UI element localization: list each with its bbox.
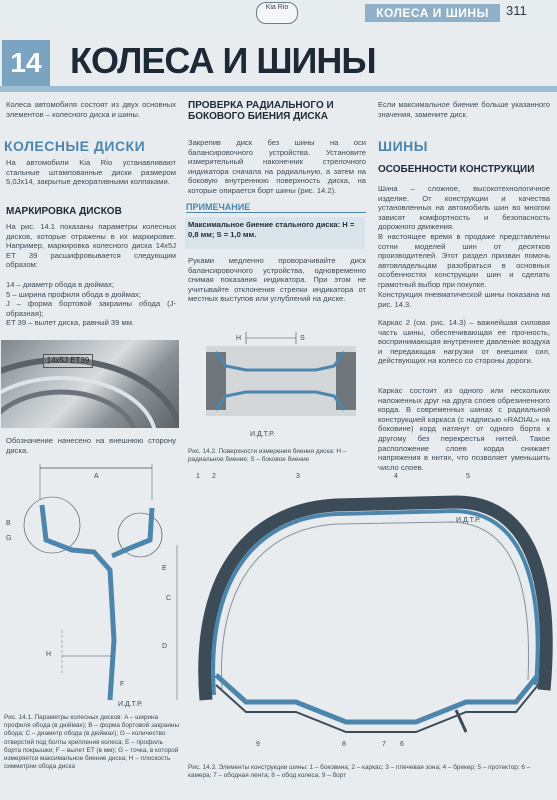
tire-paragraph-1: Шина – сложное, высокотехнологичное изделие. От конструкции и качества установленных на автомобиль шин во многом зависят комфортность и безопасность дорожного движения. <box>378 184 550 232</box>
fig3-stamp: И.Д.Т.Р. <box>456 517 481 524</box>
replace-paragraph: Если максимальное биение больше указанного значения, замените диск. <box>378 100 550 119</box>
brand-logo: Kia Rio <box>256 2 298 24</box>
rim-parameters-figure <box>2 460 182 710</box>
tire-structure-figure <box>186 470 556 758</box>
fig3-number-6: 6 <box>400 741 404 748</box>
heading-disks: КОЛЕСНЫЕ ДИСКИ <box>4 138 146 154</box>
fig1-label-g: G <box>6 535 12 542</box>
note-heading: ПРИМЕЧАНИЕ <box>186 202 366 213</box>
rim-figure-labels <box>6 473 171 708</box>
page-header <box>0 0 557 26</box>
heading-tires: ШИНЫ <box>378 138 428 154</box>
fig2-stamp: И.Д.Т.Р. <box>250 431 275 438</box>
header-divider <box>0 86 557 92</box>
fig3-number-8: 8 <box>342 741 346 748</box>
fig1-stamp: И.Д.Т.Р. <box>118 701 143 708</box>
fig2-label-s: S <box>300 335 305 342</box>
list-item: 5 – ширина профиля обода в дюймах; <box>6 289 141 299</box>
fig3-number-9: 9 <box>256 741 260 748</box>
runout-paragraph: Закрепив диск без шины на оси балансировочного устройства. Установите измерительный наконечник стрелочного индикатора сначала на радиальную, а затем на боковую внутреннюю поверхность диска, на которые опирается борт шины (рис. 14.2). <box>188 138 366 195</box>
tire-paragraph-5: Каркас состоит из одного или нескольких наложенных друг на друга слоев обрезиненного корда. В современных шинах с радиальной конструкцией каркаса (с надписью «RADIAL» на боковине) корд натянут от одного борта к другому без перекрестья нитей. Такое расположение слоев корда снижает напряжения в нитях, что позволяет уменьшить число слоев. <box>378 386 550 472</box>
marking-paragraph: На рис. 14.1 показаны параметры колесных дисков, которые отражены в их маркировке. Например, маркировка колесного диска 14х5J ET 39 расшифровывается следующим образом: <box>6 222 176 270</box>
heading-runout-check: ПРОВЕРКА РАДИАЛЬНОГО И БОКОВОГО БИЕНИЯ ДИСКА <box>188 100 334 122</box>
fig1-label-e: E <box>162 565 167 572</box>
fig1-label-h: H <box>46 651 52 658</box>
heading-design: ОСОБЕННОСТИ КОНСТРУКЦИИ <box>378 164 535 175</box>
figure-14-2-caption: Рис. 14.2. Поверхности измерения биения диска: H – радиальное биение; S – боковое биение <box>188 448 347 464</box>
tire-paragraph-3: Конструкция пневматической шины показана на рис. 14.3. <box>378 290 550 309</box>
tire-paragraph-2: В настоящее время в продаже представлены сотни моделей шин от десятков производителей. Этот раздел призван помочь автовладельцам разобраться в основных особенностях конструкции шин и сделать грамотный выбор при покупке. <box>378 232 550 289</box>
indicator-paragraph: Руками медленно проворачивайте диск балансировочного устройства, одновременно снимая показания индикатора. При этом не учитывайте отклонения стрелки индикатора от местных выступов или углублений на диске. <box>188 256 366 304</box>
runout-surfaces-figure <box>186 330 366 445</box>
disks-paragraph: На автомобили Kia Rio устанавливают стальные штампованные диски размером 5,0Jx14, закрытые декоративными колпаками. <box>6 158 176 187</box>
fig3-number-7: 7 <box>382 741 386 748</box>
note-text: Максимальное биение стального диска: H = 0,8 мм; S = 1,0 мм. <box>188 220 355 239</box>
disk-marking-photo <box>1 340 179 428</box>
marking-list <box>6 280 176 328</box>
intro-paragraph: Колеса автомобиля состоят из двух основных элементов – колесного диска и шины. <box>6 100 176 119</box>
fig1-label-a: A <box>94 473 99 480</box>
fig3-number-1: 1 <box>196 473 200 480</box>
figure-14-3-caption: Рис. 14.3. Элементы конструкции шины: 1 – боковина; 2 – каркас; 3 – плечевая зона; 4 – брекер; 5 – протектор; 6 – камера; 7 – ободная лента; 8 – обод колеса; 9 – борт <box>188 764 531 780</box>
section-title: КОЛЕСА И ШИНЫ <box>365 4 500 22</box>
fig1-label-b: B <box>6 520 11 527</box>
list-item: 14 – диаметр обода в дюймах; <box>6 280 115 289</box>
photo-caption: Обозначение нанесено на внешнюю сторону диска. <box>6 436 176 455</box>
list-item: J – форма бортовой закраины обода (J-образная); <box>6 299 176 318</box>
heading-marking: МАРКИРОВКА ДИСКОВ <box>6 206 122 217</box>
chapter-number: 14 <box>2 40 50 86</box>
fig2-label-h: H <box>236 335 242 342</box>
chapter-title: КОЛЕСА И ШИНЫ <box>70 40 376 81</box>
fig1-label-f: F <box>120 681 125 688</box>
tire-paragraph-4: Каркас 2 (см. рис. 14.3) – важнейшая силовая часть шины, обеспечивающая ее прочность, воспринимающая внутреннее давление воздуха и передающая нагрузки от внешних сил, действующих на колесо со стороны дороги. <box>378 318 550 366</box>
fig1-label-c: C <box>166 595 172 602</box>
list-item: ET 39 – вылет диска, равный 39 мм. <box>6 318 135 328</box>
page-number: 311 <box>506 3 527 18</box>
fig3-number-5: 5 <box>466 473 470 480</box>
fig3-number-2: 2 <box>212 473 216 480</box>
fig1-label-d: D <box>162 643 168 650</box>
marking-stamp: 14x5J ET39 <box>43 354 93 368</box>
fig3-number-3: 3 <box>296 473 300 480</box>
figure-14-1-caption: Рис. 14.1. Параметры колесных дисков: A – ширина профиля обода (в дюймах); B – форма бортовой закраины обода; C – диаметр обода (в дюймах); G – количество отверстий под болты крепления колеса; E – профиль борта покрышки; F – вылет ET (в мм); G – точка, в которой измеряется максимальное биение диска; H – плоскость симметрии обода диска <box>4 714 180 771</box>
fig3-number-4: 4 <box>394 473 398 480</box>
